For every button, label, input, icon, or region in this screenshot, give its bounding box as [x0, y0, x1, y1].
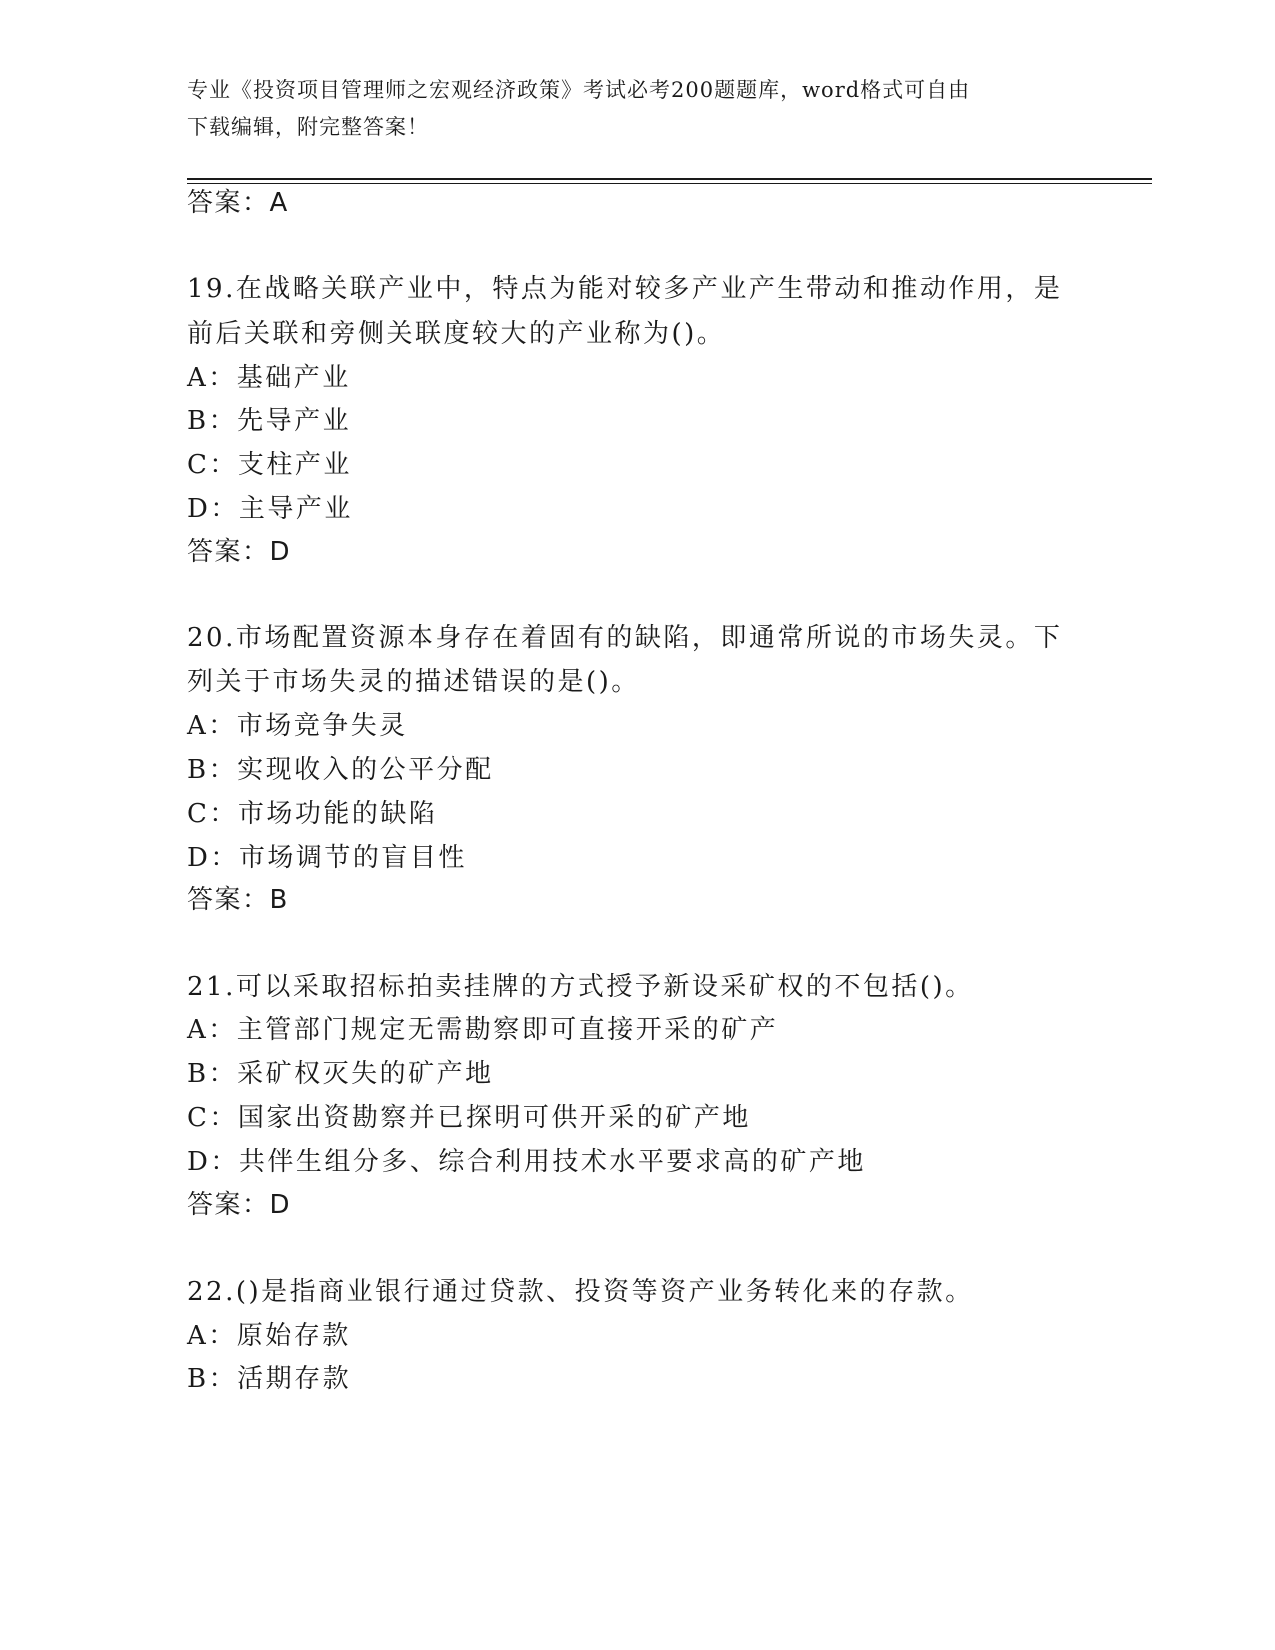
option-b: B：采矿权灭失的矿产地: [187, 1059, 494, 1089]
header-divider-thin: [187, 183, 1152, 184]
question-stem-line: 22.()是指商业银行通过贷款、投资等资产业务转化来的存款。: [187, 1277, 974, 1307]
option-a: A：基础产业: [187, 363, 351, 393]
answer-line: 答案：D: [187, 537, 292, 567]
header-line-2: 下载编辑，附完整答案！: [187, 115, 429, 139]
answer-line: 答案：D: [187, 1190, 292, 1220]
option-c: C：国家出资勘察并已探明可供开采的矿产地: [187, 1103, 751, 1133]
question-stem-line: 19.在战略关联产业中，特点为能对较多产业产生带动和推动作用，是: [187, 274, 1063, 304]
question-stem-line: 前后关联和旁侧关联度较大的产业称为()。: [187, 319, 726, 349]
option-d: D：主导产业: [187, 494, 353, 524]
option-a: A：原始存款: [187, 1321, 351, 1351]
document-header: [187, 72, 1067, 146]
question-stem-line: 20.市场配置资源本身存在着固有的缺陷，即通常所说的市场失灵。下: [187, 623, 1063, 653]
option-b: B：实现收入的公平分配: [187, 755, 494, 785]
question-stem-line: 列关于市场失灵的描述错误的是()。: [187, 667, 640, 697]
header-line-1: 专业《投资项目管理师之宏观经济政策》考试必考200题题库，word格式可自由: [187, 78, 971, 102]
option-c: C：支柱产业: [187, 450, 352, 480]
question-stem-line: 21.可以采取招标拍卖挂牌的方式授予新设采矿权的不包括()。: [187, 972, 974, 1002]
option-b: B：先导产业: [187, 406, 352, 436]
option-a: A：市场竞争失灵: [187, 711, 408, 741]
option-d: D：市场调节的盲目性: [187, 843, 467, 873]
option-a: A：主管部门规定无需勘察即可直接开采的矿产: [187, 1015, 779, 1045]
option-d: D：共伴生组分多、综合利用技术水平要求高的矿产地: [187, 1147, 866, 1177]
answer-line: 答案：B: [187, 885, 289, 915]
header-divider-thick: [187, 178, 1152, 180]
answer-line: 答案：A: [187, 188, 289, 218]
option-c: C：市场功能的缺陷: [187, 799, 438, 829]
option-b: B：活期存款: [187, 1364, 352, 1394]
